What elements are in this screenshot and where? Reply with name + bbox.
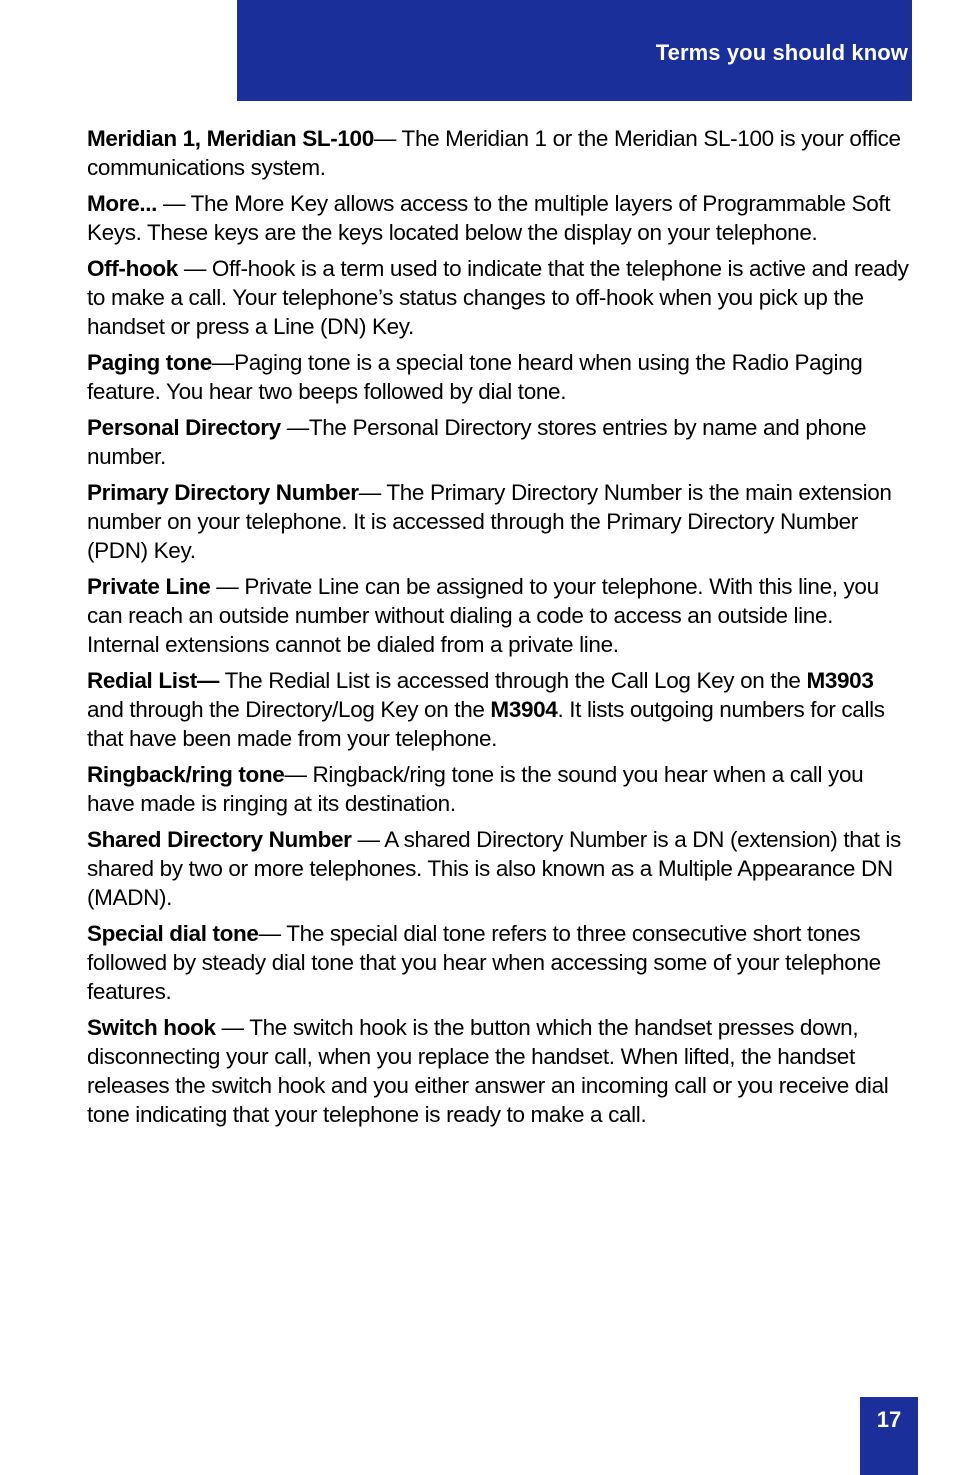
glossary-entry (87, 478, 909, 565)
glossary-definition: Private Line can be assigned to your telephone. With this line, you can reach an outside number without dialing a code to access an outside line. Internal extensions cannot be dialed from a private line. (87, 574, 879, 657)
glossary-entry (87, 666, 909, 753)
glossary-definition: Paging tone is a special tone heard when using the Radio Paging feature. You hear two beeps followed by dial tone. (87, 350, 863, 404)
model-name: M3903 (806, 668, 874, 693)
glossary-entry (87, 413, 909, 471)
separator: — (210, 574, 245, 599)
glossary-term: Paging tone (87, 350, 212, 375)
separator: — (211, 350, 235, 375)
glossary-list (87, 124, 909, 1136)
glossary-entry (87, 254, 909, 341)
glossary-definition: The Personal Directory stores entries by name and phone number. (87, 415, 867, 469)
glossary-definition: The special dial tone refers to three consecutive short tones followed by steady dial tone that you hear when accessing some of your telephone features. (87, 921, 881, 1004)
glossary-term: Switch hook (87, 1015, 216, 1040)
glossary-entry (87, 919, 909, 1006)
glossary-definition: Ringback/ring tone is the sound you hear when a call you have made is ringing at its destination. (87, 762, 864, 816)
glossary-entry (87, 124, 909, 182)
glossary-term: Meridian 1, Meridian SL-100 (87, 126, 374, 151)
separator: — (373, 126, 402, 151)
glossary-definition: The switch hook is the button which the handset presses down, disconnecting your call, when you replace the handset. When lifted, the handset releases the switch hook and you either answer an incoming call or you receive dial tone indicating that your telephone is ready to make a call. (87, 1015, 889, 1127)
glossary-entry (87, 825, 909, 912)
glossary-definition: The Meridian 1 or the Meridian SL-100 is your office communications system. (87, 126, 901, 180)
separator: — (358, 480, 387, 505)
glossary-term: Ringback/ring tone (87, 762, 285, 787)
separator: — (177, 256, 212, 281)
model-name: M3904 (490, 697, 558, 722)
glossary-definition: The Primary Directory Number is the main extension number on your telephone. It is accessed through the Primary Directory Number (PDN) Key. (87, 480, 892, 563)
separator: — (351, 827, 385, 852)
glossary-term: Private Line (87, 574, 211, 599)
glossary-term: Primary Directory Number (87, 480, 359, 505)
page-number: 17 (876, 1407, 902, 1432)
glossary-term: Shared Directory Number (87, 827, 352, 852)
glossary-definition: . It lists outgoing numbers for calls that have been made from your telephone. (87, 697, 885, 751)
glossary-definition: A shared Directory Number is a DN (extension) that is shared by two or more telephones. This is also known as a Multiple Appearance DN (MADN). (87, 827, 901, 910)
glossary-term: Personal Directory (87, 415, 281, 440)
glossary-definition: and through the Directory/Log Key on the (87, 697, 491, 722)
glossary-term: More... (87, 191, 158, 216)
glossary-entry (87, 189, 909, 247)
glossary-entry (87, 760, 909, 818)
glossary-term: Off-hook (87, 256, 178, 281)
glossary-definition: Off-hook is a term used to indicate that the telephone is active and ready to make a call. Your telephone’s status changes to off-hook when you pick up the handset or press a Line (DN) Key. (87, 256, 909, 339)
glossary-definition: The More Key allows access to the multiple layers of Programmable Soft Keys. These keys are the keys located below the display on your telephone. (87, 191, 891, 245)
glossary-term: Special dial tone (87, 921, 259, 946)
page-number-box (860, 1397, 918, 1475)
glossary-entry (87, 572, 909, 659)
separator: — (258, 921, 287, 946)
glossary-term: Redial List— (87, 668, 220, 693)
separator: — (157, 191, 191, 216)
glossary-definition: The Redial List is accessed through the Call Log Key on the (224, 668, 807, 693)
glossary-entry (87, 348, 909, 406)
header-bar (237, 0, 912, 101)
glossary-entry (87, 1013, 909, 1129)
separator: — (280, 415, 309, 440)
separator: — (215, 1015, 250, 1040)
header-title: Terms you should know (655, 40, 908, 65)
separator: — (284, 762, 313, 787)
